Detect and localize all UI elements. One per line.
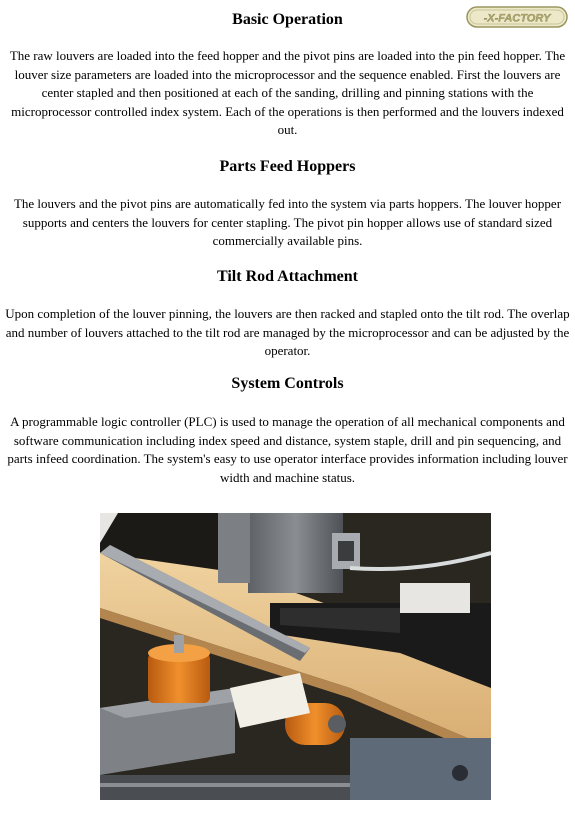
machine-photo-illustration [100,513,491,800]
section-heading-parts-feed-hoppers: Parts Feed Hoppers [219,158,356,175]
machine-photo [100,513,491,800]
section-body-tilt-rod-attachment: Upon completion of the louver pinning, the louvers are then racked and stapled onto the tilt rod. The overlap and number of louvers attached to the tilt rod are managed by the microprocessor and can be adjusted by the operator. [5,306,570,358]
section-heading-basic-operation: Basic Operation [232,11,343,28]
section-body-basic-operation: The raw louvers are loaded into the feed hopper and the pivot pins are loaded into the pin feed hopper. The louver size parameters are loaded into the microprocessor and the sequence enabled. First the louvers are center stapled and then positioned at each of the sanding, drilling and pinning stations with the microprocessor controlled index system. Each of the operations is then performed and the louvers indexed out. [9,48,566,137]
section-body-system-controls: A programmable logic controller (PLC) is used to manage the operation of all mechanical components and software communication including index speed and distance, system staple, drill and pin sequencing, and parts infeed coordination. The system's easy to use operator interface provides information including louver width and machine status. [7,414,568,485]
section-heading-system-controls: System Controls [231,375,344,392]
section-heading-tilt-rod-attachment: Tilt Rod Attachment [216,268,359,285]
section-body-parts-feed-hoppers: The louvers and the pivot pins are automatically fed into the system via parts hoppers. The louver hopper supports and centers the louvers for center stapling. The pivot pin hopper allows use of standard sized commercially available pins. [13,196,562,248]
logo-text: -X-FACTORY [483,12,551,25]
